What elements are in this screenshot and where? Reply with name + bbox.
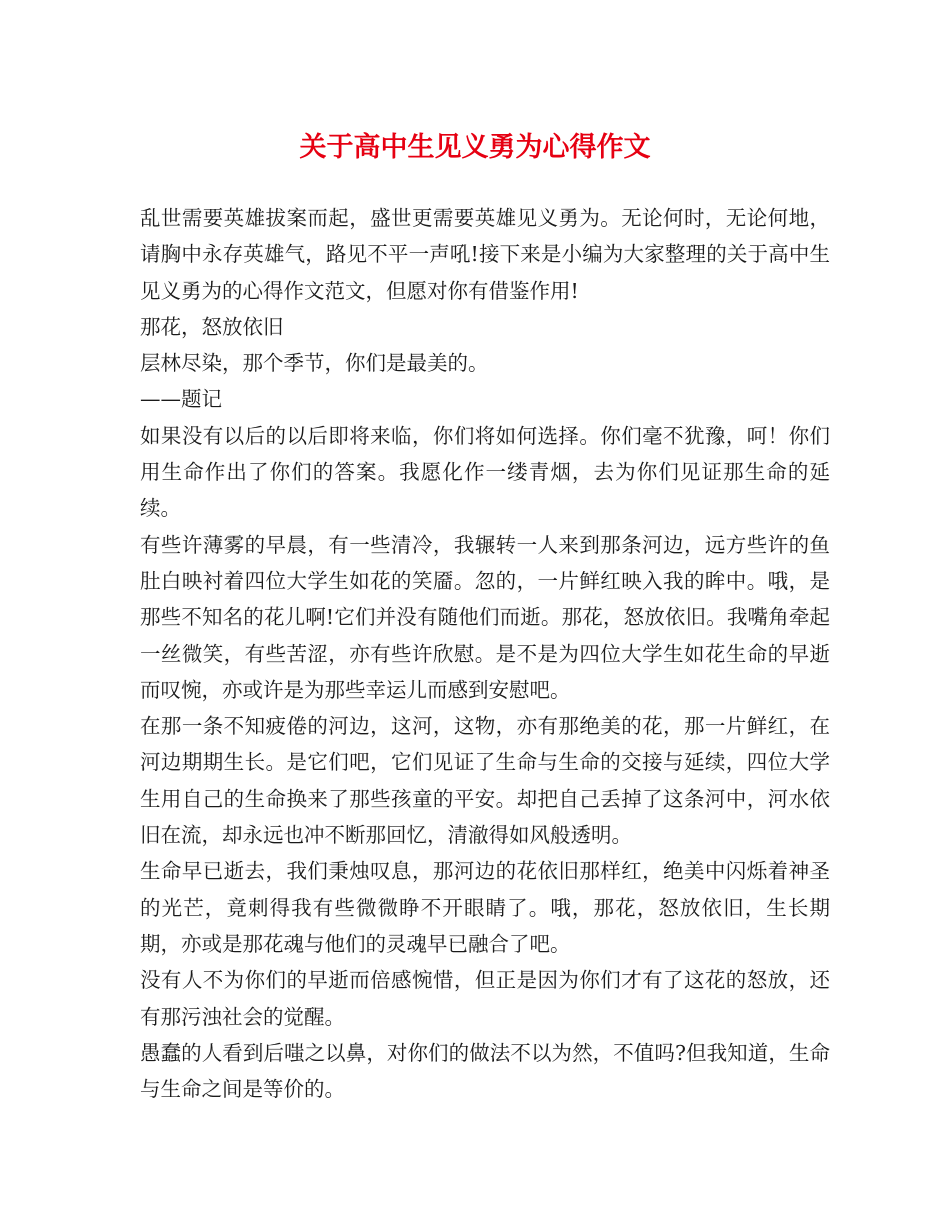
paragraph: 如果没有以后的以后即将来临，你们将如何选择。你们毫不犹豫，呵！你们用生命作出了你们的答案。我愿化作一缕青烟，去为你们见证那生命的延续。	[140, 423, 830, 521]
paragraph: 愚蠢的人看到后嗤之以鼻，对你们的做法不以为然，不值吗?但我知道，生命与生命之间是等价的。	[140, 1040, 830, 1102]
paragraph: 生命早已逝去，我们秉烛叹息，那河边的花依旧那样红，绝美中闪烁着神圣的光芒，竟刺得我有些微微睁不开眼睛了。哦，那花，怒放依旧，生长期期，亦或是那花魂与他们的灵魂早已融合了吧。	[140, 859, 830, 956]
paragraph: 有些许薄雾的早晨，有一些清冷，我辗转一人来到那条河边，远方些许的鱼肚白映衬着四位大学生如花的笑靥。忽的，一片鲜红映入我的眸中。哦，是那些不知名的花儿啊!它们并没有随他们而逝。那花，怒放依旧。我嘴角牵起一丝微笑，有些苦涩，亦有些许欣慰。是不是为四位大学生如花生命的早逝而叹惋，亦或许是为那些幸运儿而感到安慰吧。	[140, 532, 830, 702]
paragraph-intro: 乱世需要英雄拔案而起，盛世更需要英雄见义勇为。无论何时，无论何地，请胸中永存英雄气，路见不平一声吼!接下来是小编为大家整理的关于高中生见义勇为的心得作文范文，但愿对你有借鉴作用!	[140, 206, 830, 303]
paragraph-epigraph: 层林尽染，那个季节，你们是最美的。	[140, 351, 489, 376]
document-title: 关于高中生见义勇为心得作文	[299, 132, 651, 163]
paragraph: 没有人不为你们的早逝而倍感惋惜，但正是因为你们才有了这花的怒放，还有那污浊社会的觉醒。	[140, 968, 830, 1029]
document-body	[140, 200, 830, 1107]
paragraph: 在那一条不知疲倦的河边，这河，这物，亦有那绝美的花，那一片鲜红，在河边期期生长。是它们吧，它们见证了生命与生命的交接与延续，四位大学生用自己的生命换来了那些孩童的平安。却把自己丢掉了这条河中，河水依旧在流，却永远也冲不断那回忆，清澈得如风般透明。	[140, 714, 830, 848]
paragraph-epigraph-attribution: ——题记	[140, 387, 222, 412]
paragraph-heading: 那花，怒放依旧	[140, 314, 284, 339]
